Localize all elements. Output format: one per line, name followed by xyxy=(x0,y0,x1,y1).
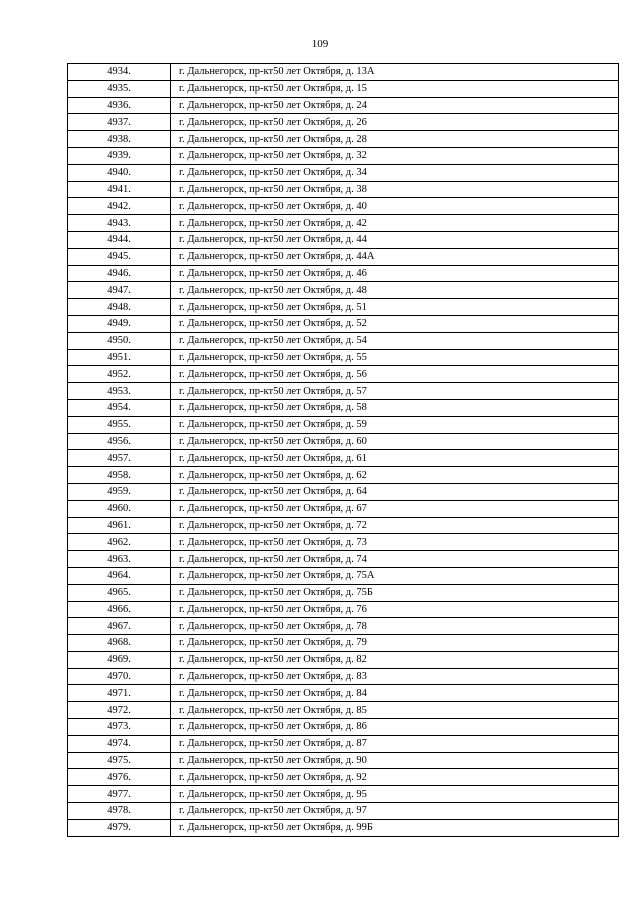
address-cell: г. Дальнегорск, пр-кт50 лет Октября, д. 72 xyxy=(171,517,619,534)
address-cell: г. Дальнегорск, пр-кт50 лет Октября, д. 42 xyxy=(171,215,619,232)
row-number-cell: 4952. xyxy=(68,366,171,383)
address-cell: г. Дальнегорск, пр-кт50 лет Октября, д. 28 xyxy=(171,131,619,148)
address-cell: г. Дальнегорск, пр-кт50 лет Октября, д. 15 xyxy=(171,80,619,97)
table-row xyxy=(68,601,619,618)
table-row xyxy=(68,97,619,114)
table-row xyxy=(68,332,619,349)
table-row xyxy=(68,131,619,148)
address-cell: г. Дальнегорск, пр-кт50 лет Октября, д. 46 xyxy=(171,265,619,282)
table-row xyxy=(68,584,619,601)
table-row xyxy=(68,567,619,584)
row-number-cell: 4941. xyxy=(68,181,171,198)
row-number-cell: 4942. xyxy=(68,198,171,215)
row-number-cell: 4971. xyxy=(68,685,171,702)
table-row xyxy=(68,735,619,752)
address-table xyxy=(67,63,619,837)
table-row xyxy=(68,500,619,517)
table-row xyxy=(68,803,619,820)
row-number-cell: 4958. xyxy=(68,467,171,484)
table-row xyxy=(68,198,619,215)
address-cell: г. Дальнегорск, пр-кт50 лет Октября, д. 97 xyxy=(171,803,619,820)
address-cell: г. Дальнегорск, пр-кт50 лет Октября, д. 83 xyxy=(171,668,619,685)
table-row xyxy=(68,819,619,836)
table-row xyxy=(68,282,619,299)
row-number-cell: 4960. xyxy=(68,500,171,517)
address-cell: г. Дальнегорск, пр-кт50 лет Октября, д. 86 xyxy=(171,719,619,736)
row-number-cell: 4934. xyxy=(68,64,171,81)
row-number-cell: 4961. xyxy=(68,517,171,534)
address-cell: г. Дальнегорск, пр-кт50 лет Октября, д. 61 xyxy=(171,450,619,467)
address-cell: г. Дальнегорск, пр-кт50 лет Октября, д. 44 xyxy=(171,231,619,248)
table-row xyxy=(68,383,619,400)
address-cell: г. Дальнегорск, пр-кт50 лет Октября, д. 99Б xyxy=(171,819,619,836)
row-number-cell: 4977. xyxy=(68,786,171,803)
address-cell: г. Дальнегорск, пр-кт50 лет Октября, д. 75Б xyxy=(171,584,619,601)
table-row xyxy=(68,64,619,81)
table-row xyxy=(68,231,619,248)
row-number-cell: 4978. xyxy=(68,803,171,820)
address-cell: г. Дальнегорск, пр-кт50 лет Октября, д. 58 xyxy=(171,399,619,416)
address-cell: г. Дальнегорск, пр-кт50 лет Октября, д. 40 xyxy=(171,198,619,215)
row-number-cell: 4974. xyxy=(68,735,171,752)
table-row xyxy=(68,181,619,198)
table-row xyxy=(68,416,619,433)
table-row xyxy=(68,719,619,736)
row-number-cell: 4939. xyxy=(68,147,171,164)
table-row xyxy=(68,618,619,635)
address-cell: г. Дальнегорск, пр-кт50 лет Октября, д. 60 xyxy=(171,433,619,450)
address-cell: г. Дальнегорск, пр-кт50 лет Октября, д. 75А xyxy=(171,567,619,584)
address-cell: г. Дальнегорск, пр-кт50 лет Октября, д. 24 xyxy=(171,97,619,114)
address-cell: г. Дальнегорск, пр-кт50 лет Октября, д. 48 xyxy=(171,282,619,299)
address-cell: г. Дальнегорск, пр-кт50 лет Октября, д. 55 xyxy=(171,349,619,366)
table-row xyxy=(68,769,619,786)
row-number-cell: 4937. xyxy=(68,114,171,131)
row-number-cell: 4946. xyxy=(68,265,171,282)
table-row xyxy=(68,265,619,282)
row-number-cell: 4962. xyxy=(68,534,171,551)
row-number-cell: 4955. xyxy=(68,416,171,433)
address-cell: г. Дальнегорск, пр-кт50 лет Октября, д. 78 xyxy=(171,618,619,635)
table-row xyxy=(68,349,619,366)
address-cell: г. Дальнегорск, пр-кт50 лет Октября, д. 44А xyxy=(171,248,619,265)
table-row xyxy=(68,80,619,97)
table-row xyxy=(68,668,619,685)
table-row xyxy=(68,366,619,383)
table-row xyxy=(68,702,619,719)
row-number-cell: 4972. xyxy=(68,702,171,719)
row-number-cell: 4970. xyxy=(68,668,171,685)
row-number-cell: 4936. xyxy=(68,97,171,114)
row-number-cell: 4975. xyxy=(68,752,171,769)
address-cell: г. Дальнегорск, пр-кт50 лет Октября, д. 54 xyxy=(171,332,619,349)
table-row xyxy=(68,467,619,484)
address-table-body xyxy=(68,64,619,837)
address-cell: г. Дальнегорск, пр-кт50 лет Октября, д. 38 xyxy=(171,181,619,198)
table-row xyxy=(68,248,619,265)
address-cell: г. Дальнегорск, пр-кт50 лет Октября, д. 87 xyxy=(171,735,619,752)
address-cell: г. Дальнегорск, пр-кт50 лет Октября, д. 56 xyxy=(171,366,619,383)
address-cell: г. Дальнегорск, пр-кт50 лет Октября, д. 52 xyxy=(171,315,619,332)
table-row xyxy=(68,635,619,652)
address-cell: г. Дальнегорск, пр-кт50 лет Октября, д. 67 xyxy=(171,500,619,517)
page-number: 109 xyxy=(311,38,329,50)
row-number-cell: 4969. xyxy=(68,651,171,668)
table-row xyxy=(68,315,619,332)
row-number-cell: 4965. xyxy=(68,584,171,601)
table-row xyxy=(68,164,619,181)
row-number-cell: 4944. xyxy=(68,231,171,248)
row-number-cell: 4948. xyxy=(68,299,171,316)
table-row xyxy=(68,651,619,668)
row-number-cell: 4957. xyxy=(68,450,171,467)
table-row xyxy=(68,685,619,702)
row-number-cell: 4949. xyxy=(68,315,171,332)
table-row xyxy=(68,786,619,803)
address-cell: г. Дальнегорск, пр-кт50 лет Октября, д. 57 xyxy=(171,383,619,400)
table-row xyxy=(68,534,619,551)
address-cell: г. Дальнегорск, пр-кт50 лет Октября, д. 64 xyxy=(171,483,619,500)
table-row xyxy=(68,551,619,568)
table-row xyxy=(68,215,619,232)
row-number-cell: 4940. xyxy=(68,164,171,181)
row-number-cell: 4954. xyxy=(68,399,171,416)
address-cell: г. Дальнегорск, пр-кт50 лет Октября, д. 13А xyxy=(171,64,619,81)
row-number-cell: 4938. xyxy=(68,131,171,148)
address-cell: г. Дальнегорск, пр-кт50 лет Октября, д. 73 xyxy=(171,534,619,551)
table-row xyxy=(68,114,619,131)
table-row xyxy=(68,147,619,164)
row-number-cell: 4950. xyxy=(68,332,171,349)
row-number-cell: 4951. xyxy=(68,349,171,366)
address-cell: г. Дальнегорск, пр-кт50 лет Октября, д. 95 xyxy=(171,786,619,803)
row-number-cell: 4968. xyxy=(68,635,171,652)
row-number-cell: 4953. xyxy=(68,383,171,400)
address-cell: г. Дальнегорск, пр-кт50 лет Октября, д. 92 xyxy=(171,769,619,786)
address-cell: г. Дальнегорск, пр-кт50 лет Октября, д. 74 xyxy=(171,551,619,568)
address-cell: г. Дальнегорск, пр-кт50 лет Октября, д. 84 xyxy=(171,685,619,702)
address-cell: г. Дальнегорск, пр-кт50 лет Октября, д. 90 xyxy=(171,752,619,769)
row-number-cell: 4979. xyxy=(68,819,171,836)
row-number-cell: 4963. xyxy=(68,551,171,568)
row-number-cell: 4935. xyxy=(68,80,171,97)
table-row xyxy=(68,299,619,316)
row-number-cell: 4956. xyxy=(68,433,171,450)
table-row xyxy=(68,450,619,467)
table-row xyxy=(68,517,619,534)
address-cell: г. Дальнегорск, пр-кт50 лет Октября, д. 82 xyxy=(171,651,619,668)
row-number-cell: 4973. xyxy=(68,719,171,736)
address-cell: г. Дальнегорск, пр-кт50 лет Октября, д. 59 xyxy=(171,416,619,433)
address-cell: г. Дальнегорск, пр-кт50 лет Октября, д. 26 xyxy=(171,114,619,131)
row-number-cell: 4967. xyxy=(68,618,171,635)
row-number-cell: 4966. xyxy=(68,601,171,618)
address-cell: г. Дальнегорск, пр-кт50 лет Октября, д. 34 xyxy=(171,164,619,181)
address-cell: г. Дальнегорск, пр-кт50 лет Октября, д. 51 xyxy=(171,299,619,316)
table-row xyxy=(68,752,619,769)
address-cell: г. Дальнегорск, пр-кт50 лет Октября, д. 32 xyxy=(171,147,619,164)
row-number-cell: 4959. xyxy=(68,483,171,500)
address-cell: г. Дальнегорск, пр-кт50 лет Октября, д. 79 xyxy=(171,635,619,652)
table-row xyxy=(68,399,619,416)
row-number-cell: 4943. xyxy=(68,215,171,232)
address-cell: г. Дальнегорск, пр-кт50 лет Октября, д. 62 xyxy=(171,467,619,484)
address-cell: г. Дальнегорск, пр-кт50 лет Октября, д. 76 xyxy=(171,601,619,618)
row-number-cell: 4976. xyxy=(68,769,171,786)
table-row xyxy=(68,483,619,500)
row-number-cell: 4945. xyxy=(68,248,171,265)
row-number-cell: 4947. xyxy=(68,282,171,299)
row-number-cell: 4964. xyxy=(68,567,171,584)
table-row xyxy=(68,433,619,450)
address-cell: г. Дальнегорск, пр-кт50 лет Октября, д. 85 xyxy=(171,702,619,719)
